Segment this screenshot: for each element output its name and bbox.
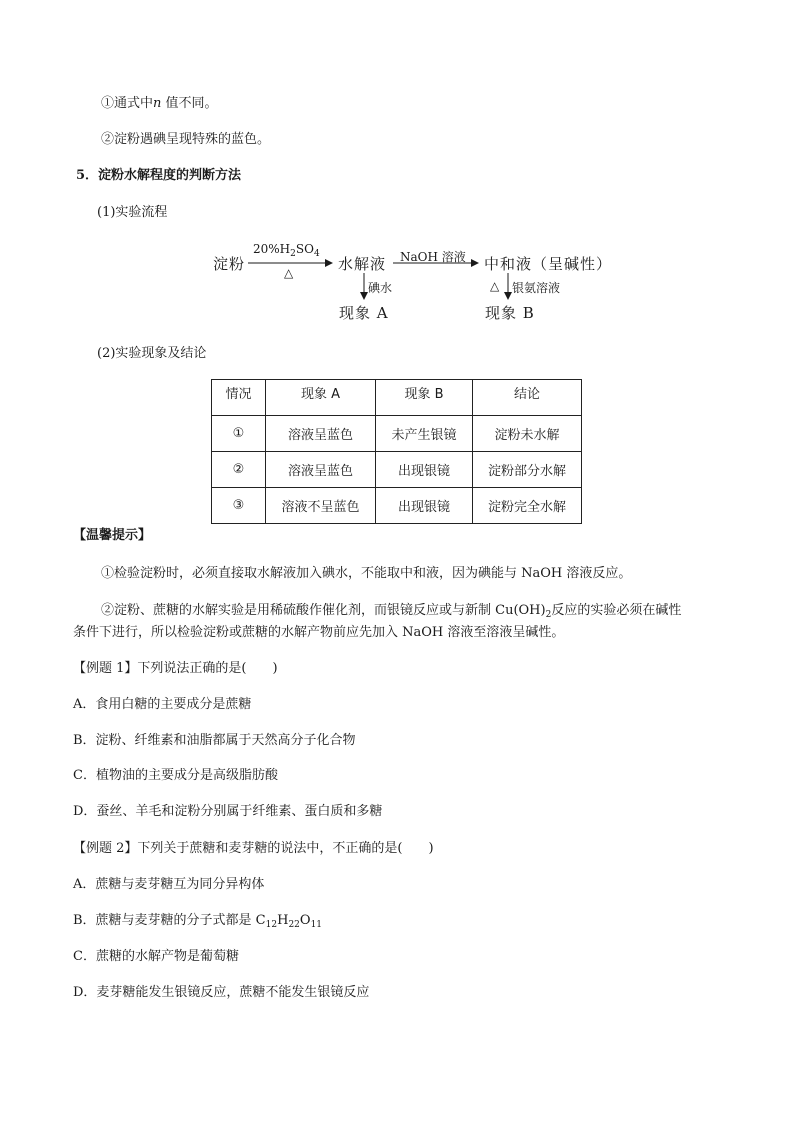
flow-node-neutralized: 中和液（呈碱性） [484, 255, 613, 273]
example-2-option-c: C．蔗糖的水解产物是葡萄糖 [73, 949, 239, 964]
result-b: 现象 B [485, 304, 535, 322]
option-b-sub-c: 12 [265, 920, 278, 930]
example-2-option-d: D．麦芽糖能发生银镜反应，蔗糖不能发生银镜反应 [73, 985, 370, 1000]
tips-heading: 【温馨提示】 [73, 528, 152, 543]
intro-point-1-text: ①通式中 [101, 96, 154, 111]
table-cell: 未产生银镜 [376, 416, 473, 452]
tip-2-line-2: 条件下进行，所以检验淀粉或蔗糖的水解产物前应先加入 NaOH 溶液至溶液呈碱性。 [73, 625, 565, 640]
tip-1: ①检验淀粉时，必须直接取水解液加入碘水，不能取中和液，因为碘能与 NaOH 溶液反应。 [101, 566, 632, 581]
table-header-cell: 结论 [473, 380, 582, 416]
example-2-option-a: A．蔗糖与麦芽糖互为同分异构体 [73, 877, 265, 892]
table-header-cell: 情况 [212, 380, 266, 416]
table-cell: ① [212, 416, 266, 452]
table-cell: 溶液呈蓝色 [266, 452, 376, 488]
reagent-sulfuric-acid-sub2: 4 [313, 249, 320, 259]
tip-2-line-1-post: 反应的实验必须在碱性 [551, 603, 682, 618]
option-b-h: H [277, 913, 289, 928]
reagent-sulfuric-acid [253, 242, 320, 259]
table-cell: 淀粉完全水解 [473, 488, 582, 524]
table-header-cell: 现象 B [376, 380, 473, 416]
example-2-option-b [73, 912, 322, 934]
label-iodine-water: 碘水 [368, 281, 393, 295]
reagent-sulfuric-acid-mid: SO [295, 242, 314, 256]
intro-point-1-suffix: 值不同。 [161, 96, 218, 111]
table-cell: ② [212, 452, 266, 488]
table-row [212, 488, 582, 524]
table-cell: 溶液不呈蓝色 [266, 488, 376, 524]
table-cell: 出现银镜 [376, 452, 473, 488]
heat-symbol-1: △ [284, 266, 294, 280]
table-cell: 溶液呈蓝色 [266, 416, 376, 452]
section-heading: 5．淀粉水解程度的判断方法 [76, 168, 242, 183]
example-1-option-b: B．淀粉、纤维素和油脂都属于天然高分子化合物 [73, 733, 356, 748]
intro-point-1-variable: n [153, 96, 162, 111]
subheading-experiment-flow: (1)实验流程 [97, 205, 168, 220]
table-cell: 出现银镜 [376, 488, 473, 524]
option-b-sub-o: 11 [310, 920, 323, 930]
flow-node-hydrolysate: 水解液 [338, 255, 387, 273]
tip-2-line-1 [101, 602, 681, 624]
table-row [212, 452, 582, 488]
example-1-option-c: C．植物油的主要成分是高级脂肪酸 [73, 768, 278, 783]
option-b-o: O [299, 913, 311, 928]
tip-2-line-1-sub: 2 [545, 610, 552, 620]
example-1-stem: 【例题 1】下列说法正确的是( ) [73, 661, 278, 676]
example-2-stem: 【例题 2】下列关于蔗糖和麦芽糖的说法中，不正确的是( ) [73, 841, 434, 856]
option-b-text: B．蔗糖与麦芽糖的分子式都是 C [73, 913, 266, 928]
reagent-naoh: NaOH 溶液 [400, 250, 466, 264]
example-1-option-a: A．食用白糖的主要成分是蔗糖 [73, 697, 252, 712]
heat-symbol-2: △ [490, 279, 500, 293]
reagent-sulfuric-acid-pct: 20%H [253, 242, 291, 256]
option-b-sub-h: 22 [288, 920, 300, 930]
subheading-phenomena: (2)实验现象及结论 [97, 346, 207, 361]
reagent-sulfuric-acid-sub1: 2 [290, 249, 296, 259]
intro-point-1 [101, 95, 218, 113]
example-1-option-d: D．蚕丝、羊毛和淀粉分别属于纤维素、蛋白质和多糖 [73, 804, 383, 819]
table-row [212, 416, 582, 452]
intro-point-2: ②淀粉遇碘呈现特殊的蓝色。 [101, 132, 271, 147]
table-header-row [212, 380, 582, 416]
tip-2-line-1-pre: ②淀粉、蔗糖的水解实验是用稀硫酸作催化剂，而银镜反应或与新制 Cu(OH) [101, 603, 546, 618]
result-a: 现象 A [339, 304, 389, 322]
table-cell: ③ [212, 488, 266, 524]
label-silver-ammonia: 银氨溶液 [512, 281, 561, 295]
table-cell: 淀粉未水解 [473, 416, 582, 452]
flow-node-starch: 淀粉 [213, 255, 246, 273]
table-header-cell: 现象 A [266, 380, 376, 416]
results-table [211, 379, 582, 524]
table-cell: 淀粉部分水解 [473, 452, 582, 488]
